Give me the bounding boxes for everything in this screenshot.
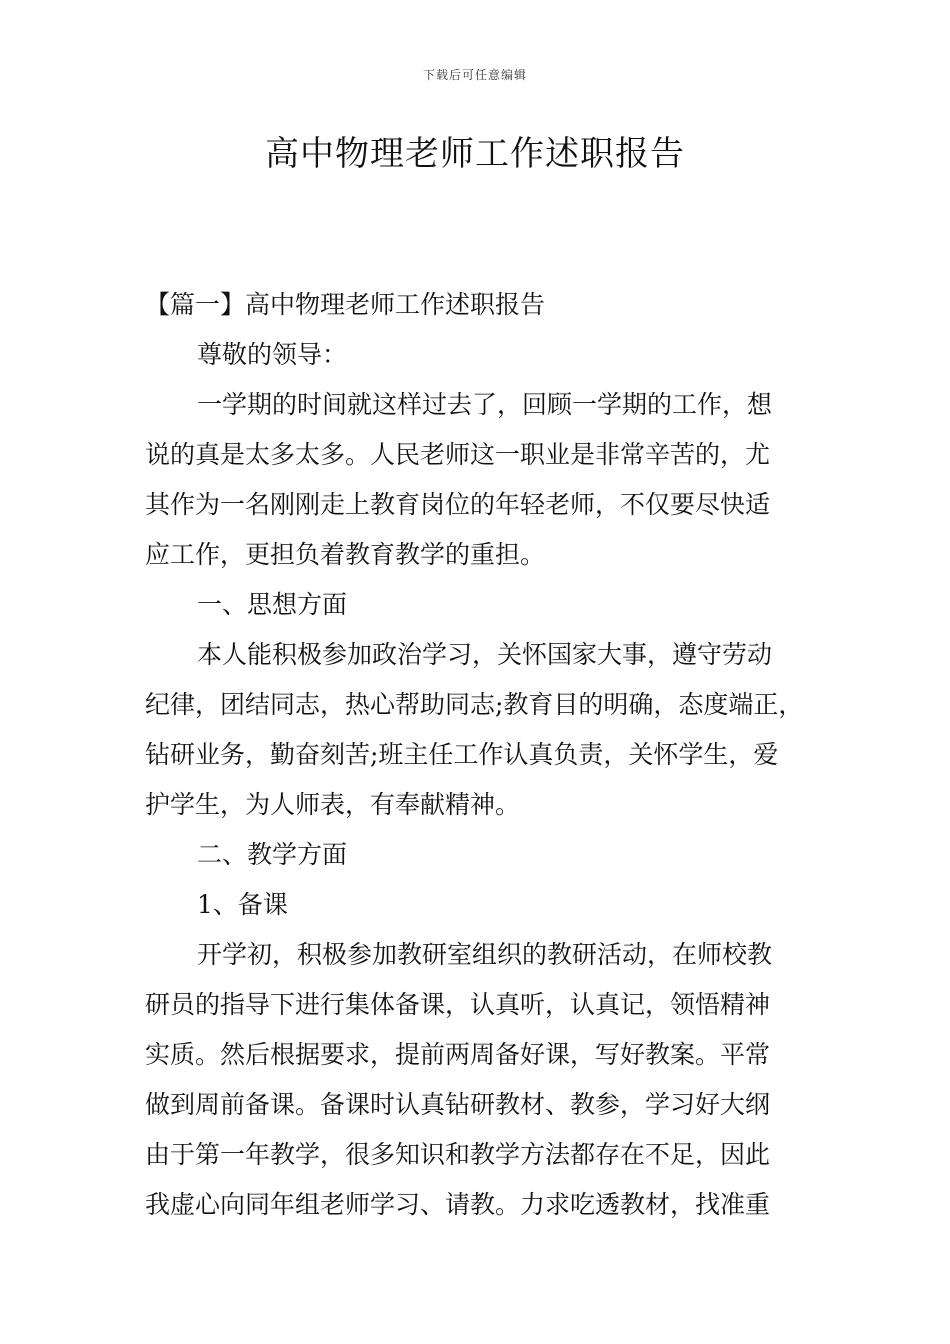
body-line: 一学期的时间就这样过去了，回顾一学期的工作，想 xyxy=(197,390,773,419)
body-line: 护学生，为人师表，有奉献精神。 xyxy=(145,790,521,819)
body-line: 钻研业务，勤奋刻苦;班主任工作认真负责，关怀学生，爱 xyxy=(145,740,779,769)
document-body xyxy=(145,280,815,1230)
body-line: 其作为一名刚刚走上教育岗位的年轻老师，不仅要尽快适 xyxy=(145,490,771,519)
body-line: 应工作，更担负着教育教学的重担。 xyxy=(145,540,546,569)
body-line: 我虚心向同年组老师学习、请教。力求吃透教材，找准重 xyxy=(145,1190,771,1219)
document-title: 高中物理老师工作述职报告 xyxy=(265,134,685,174)
body-line: 1、备课 xyxy=(197,890,288,919)
body-line: 二、教学方面 xyxy=(197,840,348,869)
body-line: 本人能积极参加政治学习，关怀国家大事，遵守劳动 xyxy=(197,640,773,669)
body-line: 纪律，团结同志，热心帮助同志;教育目的明确，态度端正， xyxy=(145,690,804,719)
body-line: 实质。然后根据要求，提前两周备好课，写好教案。平常 xyxy=(145,1040,771,1069)
body-line: 开学初，积极参加教研室组织的教研活动，在师校教 xyxy=(197,940,773,969)
body-line: 说的真是太多太多。人民老师这一职业是非常辛苦的，尤 xyxy=(145,440,771,469)
body-line: 【篇一】高中物理老师工作述职报告 xyxy=(145,290,546,319)
body-line: 由于第一年教学，很多知识和教学方法都存在不足，因此 xyxy=(145,1140,771,1169)
body-line: 研员的指导下进行集体备课，认真听，认真记，领悟精神 xyxy=(145,990,771,1019)
body-line: 尊敬的领导： xyxy=(197,340,348,369)
body-line: 做到周前备课。备课时认真钻研教材、教参，学习好大纲 xyxy=(145,1090,771,1119)
body-line: 一、思想方面 xyxy=(197,590,348,619)
header-note: 下载后可任意编辑 xyxy=(422,68,527,82)
